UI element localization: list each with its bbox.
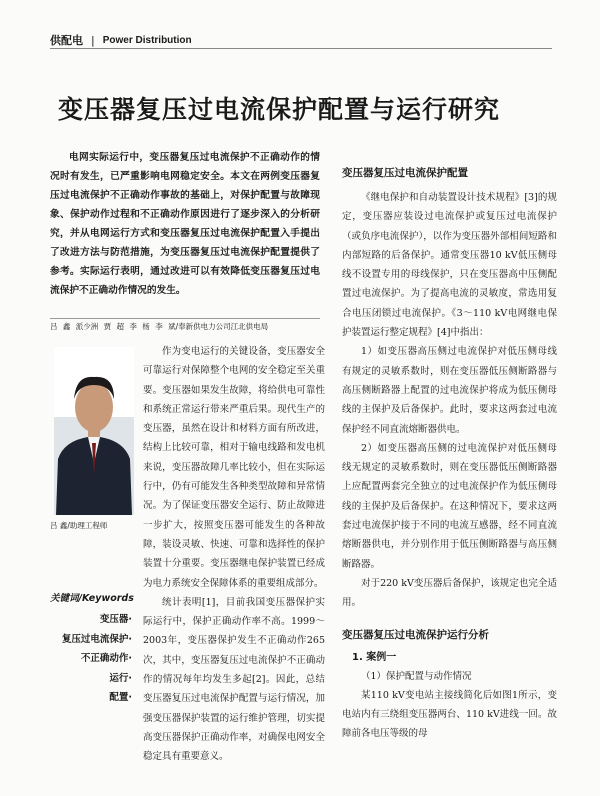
keyword: 运行· xyxy=(109,672,132,684)
intro-paragraph: 作为变电运行的关键设备，变压器安全可靠运行对保障整个电网的安全稳定至关重要。变压器如果发生故障，将给供电可靠性和系统正常运行带来严重后果。现代生产的变压器，虽然在设计和材料方面有所改进，结构上比较可靠，相对于输电线路和发电机来说，变压器故障几率比较小，但在实际运行中，仍有可能发生各种类型故障和异常情况。为了保证变压器安全运行、防止故障进一步扩大，按照变压器可能发生的各种故障，装设灵敏、快速、可靠和选择性的保护装置十分重要。变压器继电保护装置已经成为电力系统安全保障体系的重要组成部分。 xyxy=(143,346,325,589)
body-paragraph: 2）如变压器高压侧的过电流保护对低压侧母线无规定的灵敏系数时，则在变压器低压侧断路器上应配置两套完全独立的过电流保护作为低压侧母线的主保护及后备保护。在这种情况下，要求这两套过电流保护接于不同的电流互感器，经不同直流熔断器供电，并分别作用于低压侧断路器与高压侧断路器。 xyxy=(342,442,557,570)
intro-paragraph: 统计表明[1]，目前我国变压器保护实际运行中，保护正确动作率不高。1999～2003年，变压器保护发生不正确动作265次，其中，变压器复压过电流保护不正确动作的情况每年均发生多起[2]。因此，总结变压器复压过电流保护配置与运行情况，加强变压器保护装置的运行维护管理，切实提高变压器保护正确动作率，对确保电网安全稳定具有重要意义。 xyxy=(143,596,325,763)
keyword: 复压过电流保护· xyxy=(61,633,132,645)
body-paragraph: 对于220 kV变压器后备保护，该规定也完全适用。 xyxy=(342,577,557,609)
subsubsection-heading: （1）保护配置与动作情况 xyxy=(361,670,472,682)
header-rule xyxy=(50,48,552,49)
section-heading: 变压器复压过电流保护运行分析 xyxy=(342,628,489,641)
photo-caption: 吕 鑫/助理工程师 xyxy=(50,521,108,530)
keyword: 配置· xyxy=(109,692,132,703)
keywords-heading: 关键词/Keywords xyxy=(50,593,134,604)
header-separator: | xyxy=(91,33,95,47)
section-heading: 变压器复压过电流保护配置 xyxy=(342,167,468,179)
subsection-heading: 1. 案例一 xyxy=(352,651,397,663)
body-paragraph: 《继电保护和自动装置设计技术规程》[3]的规定，变压器应装设过电流保护或复压过电流保护（或负序电流保护），以作为变压器外部相间短路和内部短路的后备保护。通常变压器10 kV低压侧母线不设置专用的母线保护，只在变压器高中压侧配置过电流保护。为了提高电流的灵敏度，常选用复合电压闭锁过电流保护。《3～110 kV电网继电保护装置运行整定规程》[4]中指出： xyxy=(342,192,557,339)
section-name-cn: 供配电 xyxy=(50,34,83,47)
intro-text xyxy=(143,342,325,767)
abstract: 电网实际运行中，变压器复压过电流保护不正确动作的情况时有发生，已严重影响电网稳定安全。本文在两例变压器复压过电流保护不正确动作事故的基础上，对保护配置与故障现象、保护动作过程和不正确动作原因进行了逐步深入的分析研究，并从电网运行方式和变压器复压过电流保护配置入手提出了改进方法与防范措施，为变压器复压过电流保护配置提供了参考。实际运行表明，通过改进可以有效降低变压器复压过电流保护不正确动作情况的发生。 xyxy=(50,152,320,296)
keyword: 不正确动作· xyxy=(80,653,132,664)
keywords-list xyxy=(50,610,132,708)
author-photo xyxy=(54,347,134,515)
running-header xyxy=(50,32,192,48)
body-paragraph: 1）如变压器高压侧过电流保护对低压侧母线有规定的灵敏系数时，则在变压器低压侧断路器与高压侧断路器上配置的过电流保护将成为低压侧母线的主保护及后备保护。此时，要求这两套过电流保护经不同直流熔断器供电。 xyxy=(342,346,557,435)
article-title: 变压器复压过电流保护配置与运行研究 xyxy=(58,95,501,124)
section-name-en: Power Distribution xyxy=(102,34,192,46)
right-column xyxy=(342,165,557,743)
keyword: 变压器· xyxy=(99,614,132,625)
author-line: 吕 鑫 派少洲 贾 超 李 杨 李 斌/奉新供电力公司江北供电局 xyxy=(50,318,320,332)
body-paragraph: 某110 kV变电站主接线简化后如图1所示，变电站内有三绕组变压器两台、110 kV进线一回。故障前各电压等级的母 xyxy=(342,689,557,740)
